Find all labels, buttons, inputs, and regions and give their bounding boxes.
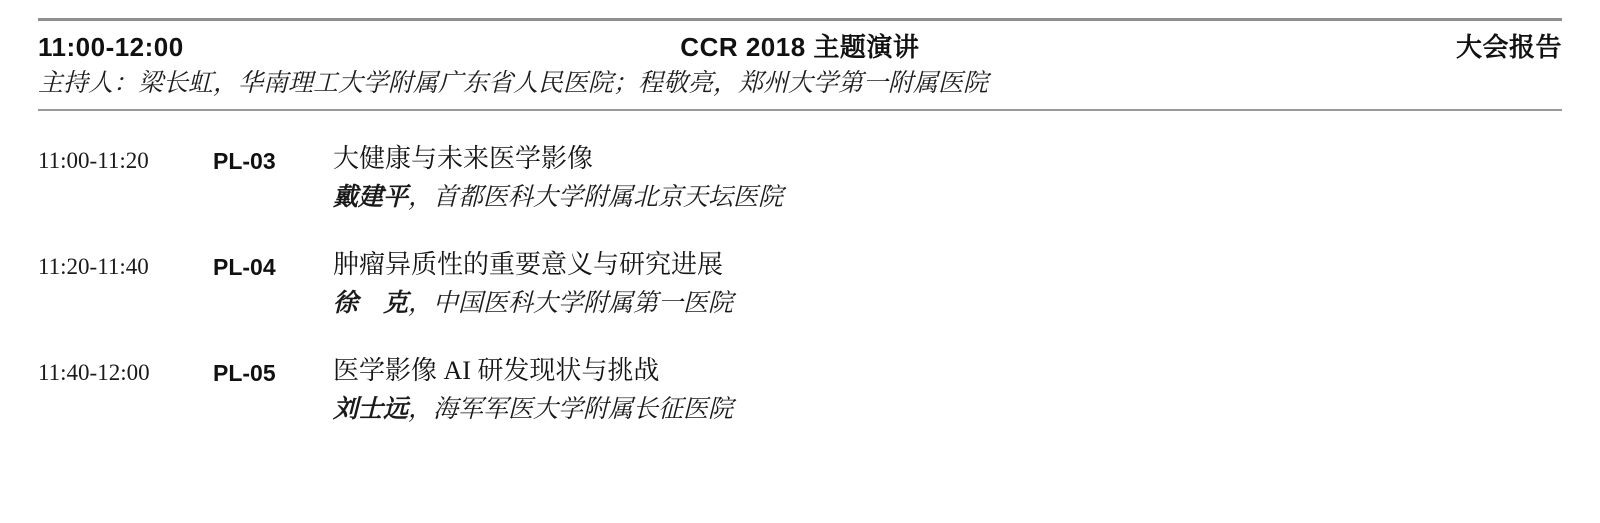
speaker-affiliation: ，首都医科大学附属北京天坛医院 [408,184,784,211]
session-speaker [333,177,1562,217]
header-bottom-rule [38,109,1562,111]
list-item [38,141,1562,217]
list-item [38,247,1562,323]
list-item [38,353,1562,429]
session-time: 11:40-12:00 [38,360,150,385]
session-header-title: CCR 2018 主题演讲 [680,32,920,62]
speaker-affiliation: ，中国医科大学附属第一医院 [408,290,734,317]
session-speaker [333,389,1562,429]
session-list [38,141,1562,429]
session-time: 11:20-11:40 [38,254,149,279]
speaker-name: 刘士远 [333,396,409,423]
session-code: PL-03 [213,148,276,174]
session-code: PL-04 [213,254,276,280]
session-title: 肿瘤异质性的重要意义与研究进展 [333,250,724,279]
session-body [333,247,1562,323]
session-header-type: 大会报告 [1455,32,1562,62]
session-body [333,353,1562,429]
speaker-name: 戴建平 [333,184,409,211]
session-title: 医学影像 AI 研发现状与挑战 [333,356,660,385]
session-header-time: 11:00-12:00 [38,32,184,62]
session-title: 大健康与未来医学影像 [333,144,594,173]
session-speaker [333,283,1562,323]
session-body [333,141,1562,217]
speaker-name: 徐 克 [333,290,409,317]
session-chairs: 主持人：梁长虹，华南理工大学附属广东省人民医院；程敬亮，郑州大学第一附属医院 [38,70,989,97]
speaker-affiliation: ，海军军医大学附属长征医院 [408,396,734,423]
session-header [38,21,1562,65]
program-schedule-page [0,18,1600,523]
session-time: 11:00-11:20 [38,148,149,173]
session-code: PL-05 [213,360,276,386]
